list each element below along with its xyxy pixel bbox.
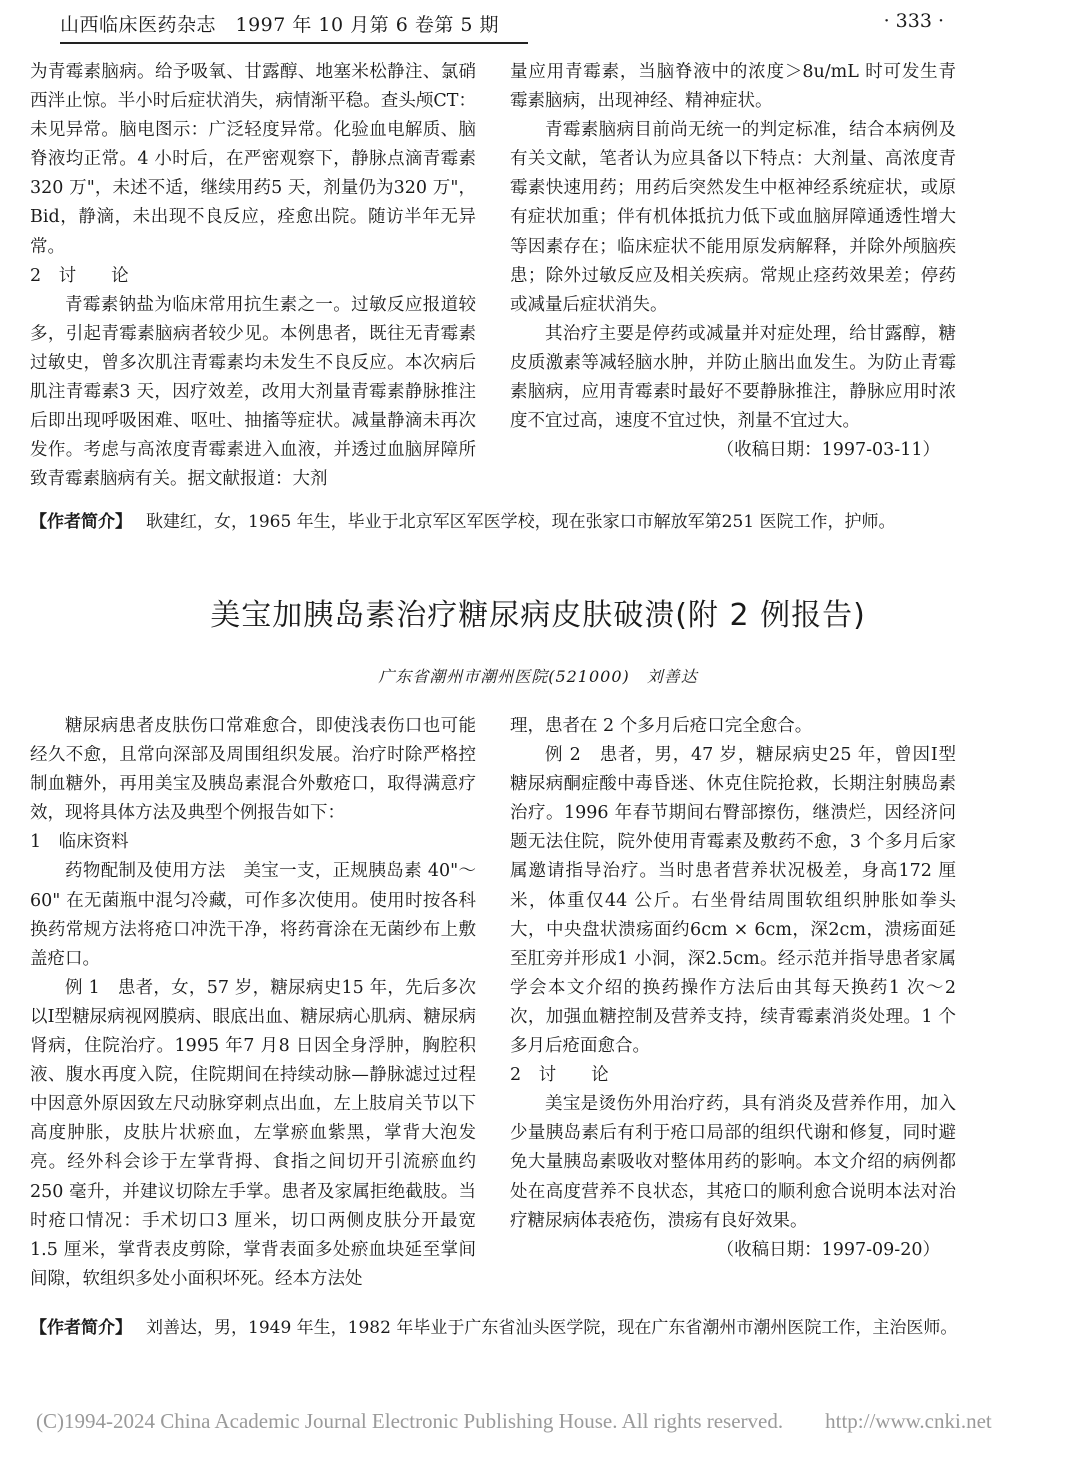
- article2-affiliation: 广东省潮州市潮州医院(521000) 刘善达: [378, 667, 698, 686]
- article1-right-column: [510, 58, 956, 465]
- article1-author-bio: [30, 508, 1030, 537]
- paragraph: 糖尿病患者皮肤伤口常难愈合，即使浅表伤口也可能经久不愈，且常向深部及周围组织发展。治疗时除严格控制血糖外，再用美宝及胰岛素混合外敷疮口，取得满意疗效，现将具体方法及典型个例报告如下：: [30, 716, 476, 824]
- copyright-footer: (C)1994-2024 China Academic Journal Electronic Publishing House. All rights reserved. http://www.cnki.net: [36, 1409, 992, 1433]
- bio-label: 【作者简介】: [30, 512, 132, 532]
- paragraph: 例 1 患者，女，57 岁，糖尿病史15 年，先后多次以Ⅰ型糖尿病视网膜病、眼底出血、糖尿病心肌病、糖尿病肾病，住院治疗。1995 年7 月8 日因全身浮肿，胸腔积液、腹水再度入院，住院期间在持续动脉—静脉滤过过程中因意外原因致左尺动脉穿刺点出血，左上肢肩关节以下高度肿胀，皮肤片状瘀血，左掌瘀血紫黑，掌背大泡发亮。经外科会诊于左掌背拇、食指之间切开引流瘀血约250 毫升，并建议切除左手掌。患者及家属拒绝截肢。当时疮口情况：手术切口3 厘米，切口两侧皮肤分开最宽1.5 厘米，掌背表皮剪除，掌背表面多处瘀血块延至掌间间隙，软组织多处小面积坏死。经本方法处: [30, 977, 476, 1289]
- page-number: · 333 ·: [883, 10, 944, 32]
- paragraph: 例 2 患者，男，47 岁，糖尿病史25 年，曾因Ⅰ型糖尿病酮症酸中毒昏迷、休克住院抢救，长期注射胰岛素治疗。1996 年春节期间右臀部擦伤，继溃烂，因经济问题无法住院，院外使用青霉素及敷药不愈，3 个多月后家属邀请指导治疗。当时患者营养状况极差，身高172 厘米，体重仅44 公斤。右坐骨结周围软组织肿胀如拳头大，中央盘状溃疡面约6cm × 6cm，深2cm，溃疡面延至肛旁并形成1 小洞，深2.5cm。经示范并指导患者家属学会本文介绍的换药操作方法后由其每天换药1 次～2 次，加强血糖控制及营养支持，续青霉素消炎处理。1 个多月后疮面愈合。: [510, 745, 956, 1057]
- header-rule: [60, 42, 528, 44]
- paragraph: 青霉素脑病目前尚无统一的判定标准，结合本病例及有关文献，笔者认为应具备以下特点：大剂量、高浓度青霉素快速用药；用药后突然发生中枢神经系统症状，或原有症状加重；伴有机体抵抗力低下或血脑屏障通透性增大等因素存在；临床症状不能用原发病解释，并除外颅脑疾患；除外过敏反应及相关疾病。常规止痉药效果差；停药或减量后症状消失。: [510, 120, 956, 315]
- paragraph: 美宝是烫伤外用治疗药，具有消炎及营养作用，加入少量胰岛素后有利于疮口局部的组织代谢和修复，同时避免大量胰岛素吸收对整体用药的影响。本文介绍的病例都处在高度营养不良状态，其疮口的顺利愈合说明本法对治疗糖尿病体表疮伤，溃疡有良好效果。: [510, 1094, 956, 1231]
- section-heading: 2 讨 论: [30, 265, 129, 286]
- section-heading: 1 临床资料: [30, 832, 129, 853]
- article2-title: 美宝加胰岛素治疗糖尿病皮肤破溃(附 2 例报告): [210, 598, 866, 633]
- paragraph: 理，患者在 2 个多月后疮口完全愈合。: [510, 716, 813, 736]
- running-header: [30, 6, 1040, 40]
- paragraph: 青霉素钠盐为临床常用抗生素之一。过敏反应报道较多，引起青霉素脑病者较少见。本例患者，既往无青霉素过敏史，曾多次肌注青霉素均未发生不良反应。本次病后肌注青霉素3 天，因疗效差，改用大剂量青霉素静脉推注后即出现呼吸困难、呕吐、抽搐等症状。减量静滴未再次发作。考虑与高浓度青霉素进入血液，并透过血脑屏障所致青霉素脑病有关。据文献报道：大剂: [30, 294, 476, 490]
- paragraph: 其治疗主要是停药或减量并对症处理，给甘露醇，糖皮质激素等减轻脑水肿，并防止脑出血发生。为防止青霉素脑病，应用青霉素时最好不要静脉推注，静脉应用时浓度不宜过高，速度不宜过快，剂量不宜过大。: [510, 323, 956, 432]
- received-date: （收稿日期：1997-09-20）: [716, 1239, 940, 1260]
- article2-right-column: [510, 712, 956, 1265]
- received-date: （收稿日期：1997-03-11）: [716, 440, 940, 461]
- article2-left-column: [30, 712, 476, 1294]
- article1-left-column: [30, 58, 476, 494]
- bio-text: 刘善达，男，1949 年生，1982 年毕业于广东省汕头医学院，现在广东省潮州市潮州医院工作，主治医师。: [146, 1318, 958, 1338]
- paragraph: 量应用青霉素，当脑脊液中的浓度＞8u/mL 时可发生青霉素脑病，出现神经、精神症状。: [510, 62, 956, 112]
- bio-text: 耿建红，女，1965 年生，毕业于北京军区军医学校，现在张家口市解放军第251 医院工作，护师。: [146, 512, 896, 532]
- article2-author-bio: [30, 1314, 1030, 1343]
- journal-title: 山西临床医药杂志 1997 年 10 月第 6 卷第 5 期: [60, 14, 499, 36]
- paragraph: 为青霉素脑病。给予吸氧、甘露醇、地塞米松静注、氯硝西泮止惊。半小时后症状消失，病情渐平稳。查头颅CT：未见异常。脑电图示：广泛轻度异常。化验血电解质、脑脊液均正常。4 小时后，在严密观察下，静脉点滴青霉素 320 万"，未述不适，继续用药5 天，剂量仍为320 万"，Bid，静滴，未出现不良反应，痊愈出院。随访半年无异常。: [30, 62, 476, 257]
- paragraph: 药物配制及使用方法 美宝一支，正规胰岛素 40"～60" 在无菌瓶中混匀冷藏，可作多次使用。使用时按各科换药常规方法将疮口冲洗干净，将药膏涂在无菌纱布上敷盖疮口。: [30, 861, 476, 969]
- bio-label: 【作者简介】: [30, 1318, 132, 1338]
- section-heading: 2 讨 论: [510, 1065, 609, 1086]
